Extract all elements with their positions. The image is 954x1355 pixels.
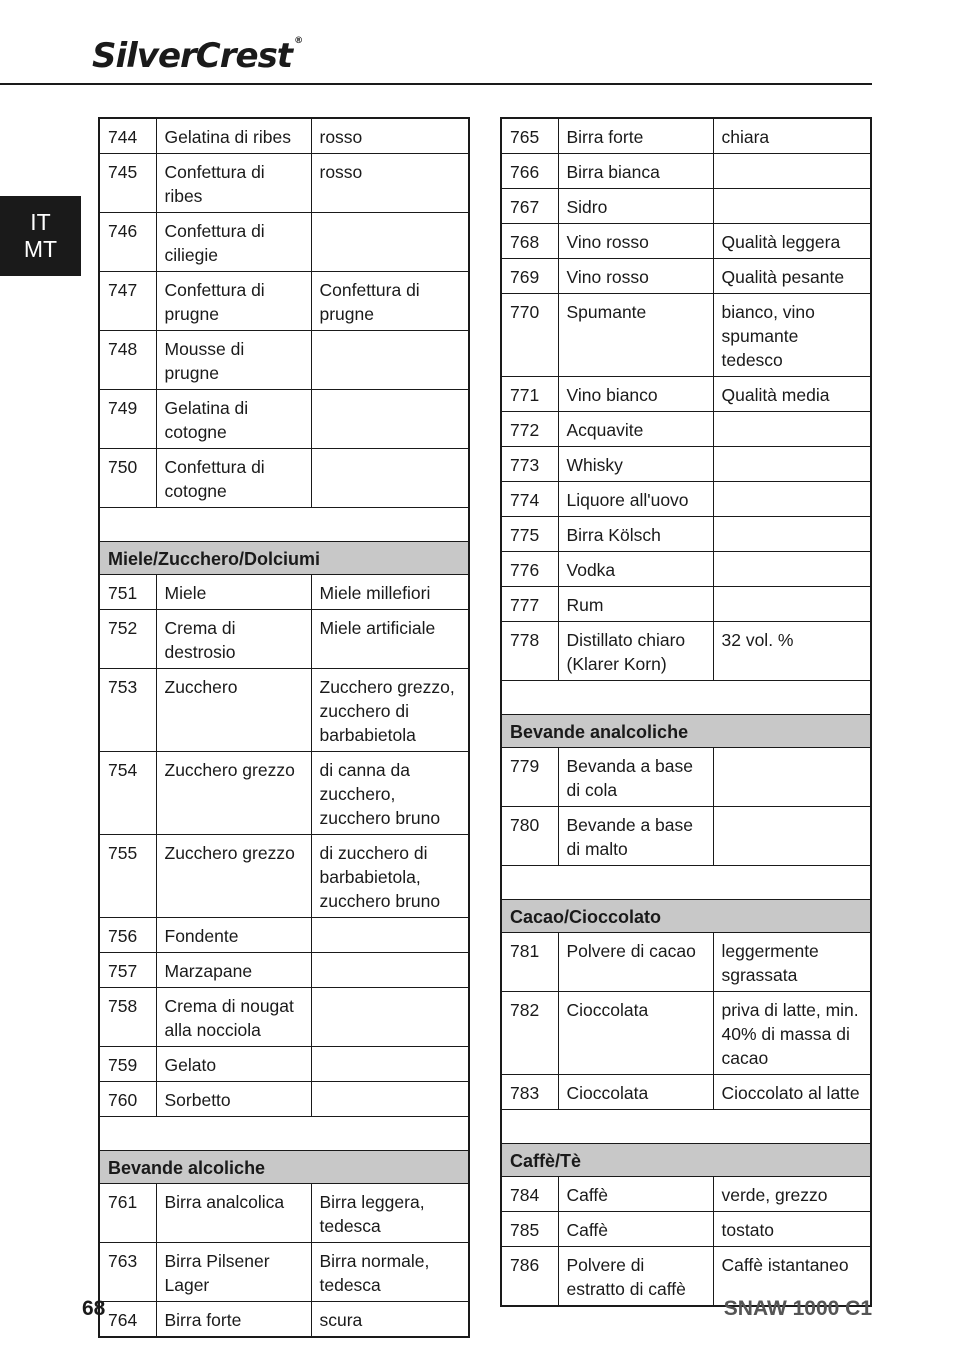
food-name: Birra Pilsener Lager bbox=[156, 1243, 311, 1302]
spacer-cell bbox=[501, 681, 871, 715]
table-row bbox=[99, 118, 469, 154]
food-description: Cioccolato al latte bbox=[713, 1075, 871, 1110]
table-row bbox=[99, 988, 469, 1047]
food-name: Sorbetto bbox=[156, 1082, 311, 1117]
food-name: Mousse di prugne bbox=[156, 331, 311, 390]
program-number: 776 bbox=[501, 552, 558, 587]
table-row bbox=[99, 918, 469, 953]
food-description: Miele artificiale bbox=[311, 610, 469, 669]
food-description bbox=[311, 918, 469, 953]
program-number: 754 bbox=[99, 752, 156, 835]
food-name: Vino rosso bbox=[558, 224, 713, 259]
food-description: 32 vol. % bbox=[713, 622, 871, 681]
header-rule bbox=[0, 83, 872, 85]
table-row bbox=[501, 259, 871, 294]
food-description bbox=[713, 482, 871, 517]
food-name: Caffè bbox=[558, 1177, 713, 1212]
food-name: Gelatina di ribes bbox=[156, 118, 311, 154]
program-number: 777 bbox=[501, 587, 558, 622]
food-description: tostato bbox=[713, 1212, 871, 1247]
table-row bbox=[99, 835, 469, 918]
food-name: Zucchero bbox=[156, 669, 311, 752]
table-row bbox=[501, 447, 871, 482]
table-row bbox=[99, 331, 469, 390]
food-description bbox=[713, 748, 871, 807]
food-name: Crema di destrosio bbox=[156, 610, 311, 669]
language-tab bbox=[0, 196, 81, 276]
table-row bbox=[99, 953, 469, 988]
table-row bbox=[501, 517, 871, 552]
program-number: 783 bbox=[501, 1075, 558, 1110]
spacer-cell bbox=[99, 508, 469, 542]
section-header-row bbox=[99, 542, 469, 575]
food-name: Polvere di estratto di caffè bbox=[558, 1247, 713, 1307]
food-name: Polvere di cacao bbox=[558, 933, 713, 992]
food-name: Confettura di ribes bbox=[156, 154, 311, 213]
table-row bbox=[99, 272, 469, 331]
program-number: 761 bbox=[99, 1184, 156, 1243]
table-row bbox=[99, 610, 469, 669]
food-description: di zucchero di barbabietola, zucchero bruno bbox=[311, 835, 469, 918]
section-header-row bbox=[501, 715, 871, 748]
food-description: Caffè istantaneo bbox=[713, 1247, 871, 1307]
program-number: 752 bbox=[99, 610, 156, 669]
table-row bbox=[99, 154, 469, 213]
table-row bbox=[99, 213, 469, 272]
program-number: 766 bbox=[501, 154, 558, 189]
program-number: 753 bbox=[99, 669, 156, 752]
food-description: di canna da zucchero, zucchero bruno bbox=[311, 752, 469, 835]
food-name: Acquavite bbox=[558, 412, 713, 447]
program-number: 746 bbox=[99, 213, 156, 272]
food-name: Caffè bbox=[558, 1212, 713, 1247]
food-description bbox=[713, 587, 871, 622]
program-number: 772 bbox=[501, 412, 558, 447]
table-row bbox=[501, 933, 871, 992]
food-name: Zucchero grezzo bbox=[156, 752, 311, 835]
table-row bbox=[99, 390, 469, 449]
food-name: Birra forte bbox=[156, 1302, 311, 1338]
program-number: 786 bbox=[501, 1247, 558, 1307]
food-name: Whisky bbox=[558, 447, 713, 482]
table-row bbox=[99, 1082, 469, 1117]
program-number: 773 bbox=[501, 447, 558, 482]
left-program-table bbox=[98, 117, 470, 1338]
program-number: 785 bbox=[501, 1212, 558, 1247]
program-number: 774 bbox=[501, 482, 558, 517]
food-description bbox=[311, 988, 469, 1047]
food-description bbox=[311, 390, 469, 449]
food-name: Miele bbox=[156, 575, 311, 610]
program-number: 780 bbox=[501, 807, 558, 866]
spacer-cell bbox=[99, 1117, 469, 1151]
program-number: 745 bbox=[99, 154, 156, 213]
table-row bbox=[99, 752, 469, 835]
table-row bbox=[99, 1302, 469, 1338]
spacer-cell bbox=[501, 866, 871, 900]
food-description: chiara bbox=[713, 118, 871, 154]
section-header-row bbox=[501, 900, 871, 933]
table-row bbox=[501, 154, 871, 189]
food-name: Rum bbox=[558, 587, 713, 622]
table-row bbox=[501, 377, 871, 412]
food-description bbox=[311, 1047, 469, 1082]
spacer-row bbox=[99, 1117, 469, 1151]
food-name: Vino rosso bbox=[558, 259, 713, 294]
program-number: 759 bbox=[99, 1047, 156, 1082]
food-description bbox=[713, 517, 871, 552]
language-code-it: IT bbox=[30, 209, 51, 235]
food-name: Zucchero grezzo bbox=[156, 835, 311, 918]
spacer-row bbox=[501, 681, 871, 715]
page-number: 68 bbox=[82, 1297, 106, 1320]
table-row bbox=[501, 1212, 871, 1247]
right-column bbox=[500, 117, 872, 1307]
food-description: Qualità media bbox=[713, 377, 871, 412]
food-name: Liquore all'uovo bbox=[558, 482, 713, 517]
section-title: Cacao/Cioccolato bbox=[501, 900, 871, 933]
food-description bbox=[713, 447, 871, 482]
table-row bbox=[501, 807, 871, 866]
brand-logo bbox=[92, 36, 302, 76]
food-name: Cioccolata bbox=[558, 1075, 713, 1110]
program-number: 775 bbox=[501, 517, 558, 552]
food-description bbox=[311, 953, 469, 988]
table-row bbox=[501, 1177, 871, 1212]
table-row bbox=[501, 552, 871, 587]
table-row bbox=[501, 992, 871, 1075]
food-name: Gelato bbox=[156, 1047, 311, 1082]
section-header-row bbox=[99, 1151, 469, 1184]
table-row bbox=[501, 294, 871, 377]
program-number: 758 bbox=[99, 988, 156, 1047]
section-title: Bevande analcoliche bbox=[501, 715, 871, 748]
food-description: Qualità leggera bbox=[713, 224, 871, 259]
food-name: Fondente bbox=[156, 918, 311, 953]
food-description: verde, grezzo bbox=[713, 1177, 871, 1212]
program-number: 760 bbox=[99, 1082, 156, 1117]
table-row bbox=[501, 1075, 871, 1110]
section-header-row bbox=[501, 1144, 871, 1177]
left-column bbox=[98, 117, 470, 1338]
food-description: leggermente sgrassata bbox=[713, 933, 871, 992]
program-number: 769 bbox=[501, 259, 558, 294]
table-row bbox=[501, 412, 871, 447]
table-row bbox=[99, 575, 469, 610]
food-description: Birra leggera, tedesca bbox=[311, 1184, 469, 1243]
food-description: Qualità pesante bbox=[713, 259, 871, 294]
food-name: Confettura di cotogne bbox=[156, 449, 311, 508]
right-program-table bbox=[500, 117, 872, 1307]
model-name: SNAW 1000 C1 bbox=[723, 1297, 872, 1320]
food-description: scura bbox=[311, 1302, 469, 1338]
table-row bbox=[99, 449, 469, 508]
food-description: Confettura di prugne bbox=[311, 272, 469, 331]
program-number: 771 bbox=[501, 377, 558, 412]
food-description: Zucchero grezzo, zucchero di barbabietola bbox=[311, 669, 469, 752]
food-name: Birra bianca bbox=[558, 154, 713, 189]
table-row bbox=[501, 189, 871, 224]
food-description bbox=[311, 213, 469, 272]
program-number: 744 bbox=[99, 118, 156, 154]
section-title: Caffè/Tè bbox=[501, 1144, 871, 1177]
food-name: Bevanda a base di cola bbox=[558, 748, 713, 807]
food-name: Spumante bbox=[558, 294, 713, 377]
food-name: Birra analcolica bbox=[156, 1184, 311, 1243]
program-number: 770 bbox=[501, 294, 558, 377]
food-name: Distillato chiaro (Klarer Korn) bbox=[558, 622, 713, 681]
food-name: Birra Kölsch bbox=[558, 517, 713, 552]
program-number: 782 bbox=[501, 992, 558, 1075]
program-number: 779 bbox=[501, 748, 558, 807]
program-number: 751 bbox=[99, 575, 156, 610]
spacer-row bbox=[501, 1110, 871, 1144]
table-row bbox=[99, 1184, 469, 1243]
brand-name: SilverCrest bbox=[92, 36, 293, 76]
food-name: Crema di nougat alla nocciola bbox=[156, 988, 311, 1047]
food-description: rosso bbox=[311, 154, 469, 213]
section-title: Miele/Zucchero/Dolciumi bbox=[99, 542, 469, 575]
program-number: 765 bbox=[501, 118, 558, 154]
program-number: 756 bbox=[99, 918, 156, 953]
table-row bbox=[501, 482, 871, 517]
food-description bbox=[713, 189, 871, 224]
program-number: 748 bbox=[99, 331, 156, 390]
spacer-row bbox=[99, 508, 469, 542]
food-name: Gelatina di cotogne bbox=[156, 390, 311, 449]
food-name: Bevande a base di malto bbox=[558, 807, 713, 866]
program-number: 763 bbox=[99, 1243, 156, 1302]
section-title: Bevande alcoliche bbox=[99, 1151, 469, 1184]
program-number: 764 bbox=[99, 1302, 156, 1338]
program-number: 778 bbox=[501, 622, 558, 681]
registered-mark: ® bbox=[294, 36, 303, 46]
table-row bbox=[501, 118, 871, 154]
food-description bbox=[311, 449, 469, 508]
program-number: 784 bbox=[501, 1177, 558, 1212]
food-name: Vino bianco bbox=[558, 377, 713, 412]
program-number: 750 bbox=[99, 449, 156, 508]
food-description bbox=[311, 331, 469, 390]
food-name: Sidro bbox=[558, 189, 713, 224]
food-name: Confettura di ciliegie bbox=[156, 213, 311, 272]
spacer-cell bbox=[501, 1110, 871, 1144]
language-code-mt: MT bbox=[23, 236, 58, 262]
food-name: Marzapane bbox=[156, 953, 311, 988]
food-description: priva di latte, min. 40% di massa di cacao bbox=[713, 992, 871, 1075]
table-row bbox=[501, 224, 871, 259]
program-number: 781 bbox=[501, 933, 558, 992]
table-row bbox=[99, 1243, 469, 1302]
table-row bbox=[501, 748, 871, 807]
food-name: Cioccolata bbox=[558, 992, 713, 1075]
program-number: 749 bbox=[99, 390, 156, 449]
food-description bbox=[713, 154, 871, 189]
program-number: 767 bbox=[501, 189, 558, 224]
table-row bbox=[501, 622, 871, 681]
table-row bbox=[99, 1047, 469, 1082]
table-row bbox=[501, 587, 871, 622]
food-description bbox=[713, 552, 871, 587]
program-number: 757 bbox=[99, 953, 156, 988]
program-number: 755 bbox=[99, 835, 156, 918]
program-number: 768 bbox=[501, 224, 558, 259]
food-description: bianco, vino spumante tedesco bbox=[713, 294, 871, 377]
food-description: Miele millefiori bbox=[311, 575, 469, 610]
food-description bbox=[713, 807, 871, 866]
program-number: 747 bbox=[99, 272, 156, 331]
food-description bbox=[311, 1082, 469, 1117]
food-description: Birra normale, tedesca bbox=[311, 1243, 469, 1302]
food-name: Birra forte bbox=[558, 118, 713, 154]
table-row bbox=[99, 669, 469, 752]
spacer-row bbox=[501, 866, 871, 900]
food-name: Vodka bbox=[558, 552, 713, 587]
food-description bbox=[713, 412, 871, 447]
food-description: rosso bbox=[311, 118, 469, 154]
food-name: Confettura di prugne bbox=[156, 272, 311, 331]
